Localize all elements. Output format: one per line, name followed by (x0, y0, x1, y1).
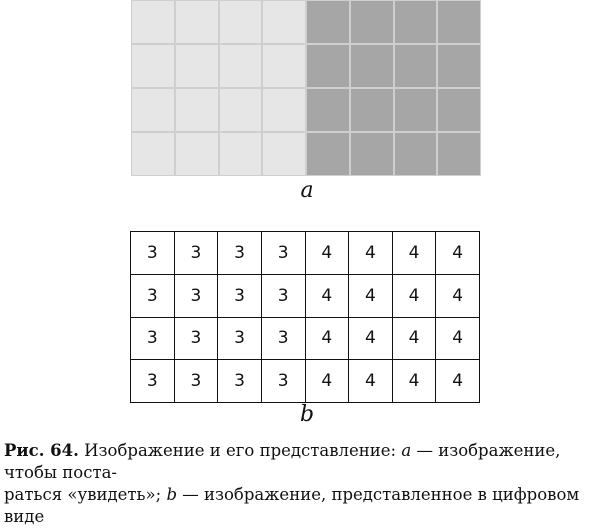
grid-cell: 4 (436, 232, 480, 275)
pixel-light (263, 89, 305, 131)
pixel-dark (438, 89, 480, 131)
pixel-dark (307, 45, 349, 87)
grid-cell: 4 (349, 360, 393, 403)
caption-text: Изображение и его представление: (78, 441, 402, 460)
grid-cell: 4 (305, 232, 349, 275)
grid-cell: 4 (305, 317, 349, 360)
pixel-dark (307, 133, 349, 175)
grid-cell: 3 (131, 360, 175, 403)
pixel-light (220, 133, 262, 175)
grid-cell: 3 (174, 232, 218, 275)
grid-row (131, 360, 480, 403)
pixel-light (263, 1, 305, 43)
grid-cell: 3 (261, 317, 305, 360)
grid-cell: 3 (131, 317, 175, 360)
pixel-light (176, 1, 218, 43)
grid-cell: 4 (436, 360, 480, 403)
caption-text: — изображение, представленное в цифровом виде (4, 485, 580, 526)
grid-cell: 3 (218, 274, 262, 317)
caption-text: раться «увидеть»; (4, 485, 167, 504)
caption-var-a: a (401, 441, 412, 460)
grid-cell: 3 (131, 232, 175, 275)
grid-cell: 4 (392, 274, 436, 317)
pixel-light (220, 89, 262, 131)
pixel-dark (351, 45, 393, 87)
pixel-light (132, 45, 174, 87)
grid-cell: 4 (392, 232, 436, 275)
grid-cell: 3 (218, 317, 262, 360)
grid-cell: 4 (349, 317, 393, 360)
grid-cell: 3 (174, 274, 218, 317)
pixel-dark (351, 1, 393, 43)
grid-row (131, 317, 480, 360)
caption-text: — изображение, чтобы поста- (4, 441, 561, 482)
pixel-light (176, 45, 218, 87)
pixel-dark (395, 1, 437, 43)
grid-cell: 3 (218, 360, 262, 403)
pixel-dark (307, 89, 349, 131)
grid-cell: 4 (436, 274, 480, 317)
grid-cell: 4 (392, 360, 436, 403)
grid-cell: 3 (218, 232, 262, 275)
grid-cell: 4 (436, 317, 480, 360)
pixel-light (176, 89, 218, 131)
subfigure-label-a: a (300, 178, 314, 203)
pixel-dark (395, 133, 437, 175)
grid-cell: 3 (174, 317, 218, 360)
pixel-dark (351, 89, 393, 131)
pixel-light (220, 45, 262, 87)
grid-cell: 4 (392, 317, 436, 360)
pixel-dark (351, 133, 393, 175)
pixel-light (132, 133, 174, 175)
grid-cell: 4 (305, 360, 349, 403)
caption-prefix: Рис. 64. (4, 441, 79, 460)
pixel-light (263, 133, 305, 175)
pixel-light (263, 45, 305, 87)
grid-cell: 3 (261, 274, 305, 317)
grid-row (131, 274, 480, 317)
pixel-dark (395, 89, 437, 131)
pixel-dark (438, 1, 480, 43)
pixel-light (132, 1, 174, 43)
grid-cell: 3 (261, 360, 305, 403)
pixel-image-a (131, 0, 481, 176)
pixel-dark (395, 45, 437, 87)
pixel-dark (438, 133, 480, 175)
grid-cell: 3 (174, 360, 218, 403)
pixel-dark (307, 1, 349, 43)
pixel-light (132, 89, 174, 131)
pixel-dark (438, 45, 480, 87)
figure-caption (4, 440, 608, 528)
grid-cell: 3 (261, 232, 305, 275)
grid-cell: 4 (305, 274, 349, 317)
grid-cell: 4 (349, 232, 393, 275)
grid-cell: 4 (349, 274, 393, 317)
subfigure-label-b: b (299, 402, 315, 427)
caption-var-b: b (166, 485, 177, 504)
pixel-light (176, 133, 218, 175)
grid-row (131, 232, 480, 275)
digital-grid-b (130, 231, 480, 403)
grid-cell: 3 (131, 274, 175, 317)
pixel-light (220, 1, 262, 43)
